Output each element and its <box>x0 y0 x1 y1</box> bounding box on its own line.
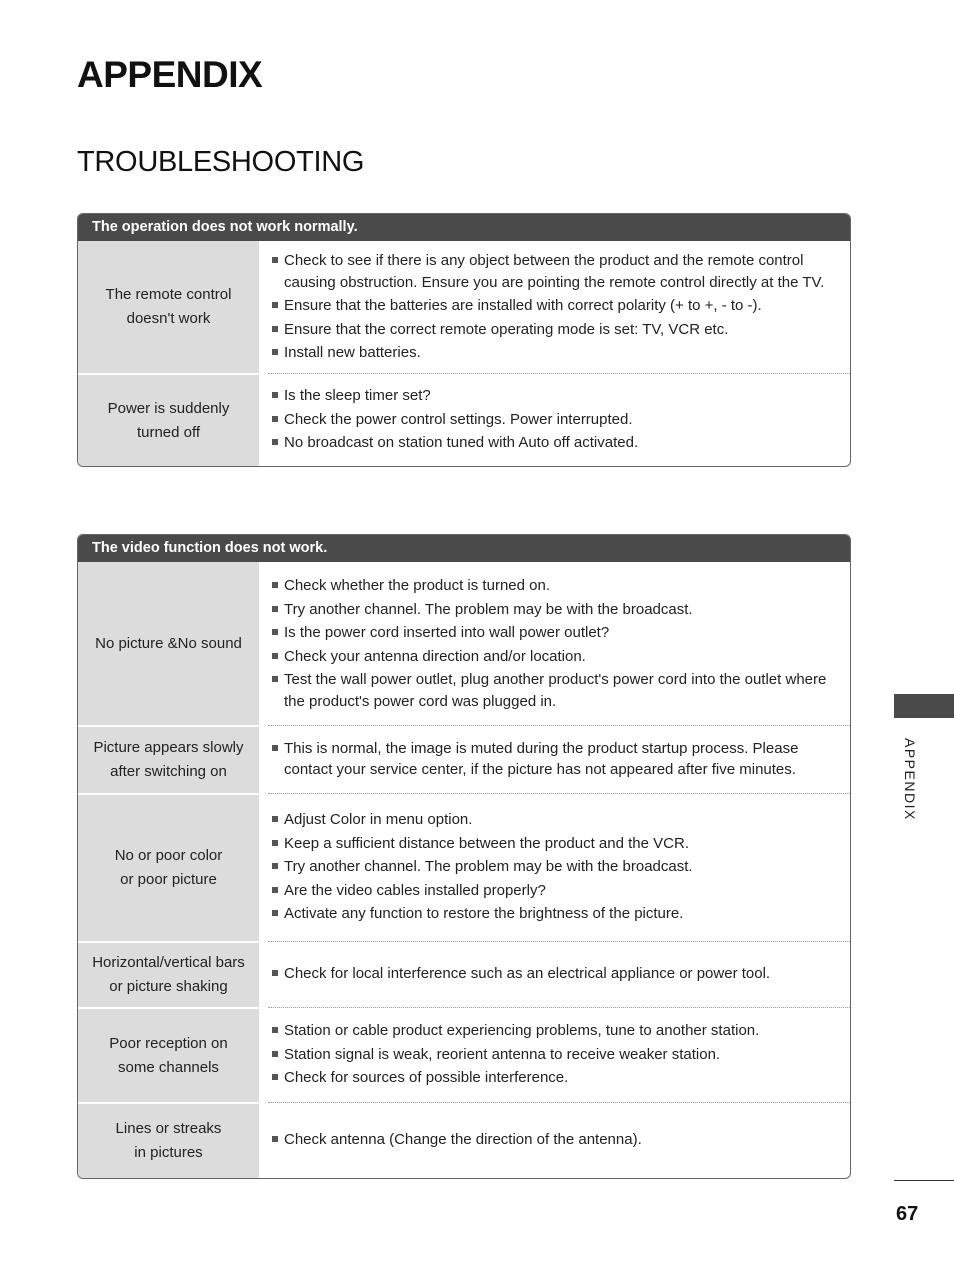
symptom-label: No picture &No sound <box>78 562 259 725</box>
symptom-label: The remote control doesn't work <box>78 241 259 373</box>
list-item: Ensure that the correct remote operating mode is set: TV, VCR etc. <box>271 319 838 341</box>
solution-list <box>259 241 850 373</box>
table-row <box>78 725 850 793</box>
list-item: Check whether the product is turned on. <box>271 575 838 597</box>
symptom-label: Picture appears slowly after switching on <box>78 725 259 793</box>
list-item: This is normal, the image is muted during the product startup process. Please contact your service center, if the picture has not appeared after five minutes. <box>271 738 838 781</box>
solution-list <box>259 725 850 793</box>
list-item: Station or cable product experiencing problems, tune to another station. <box>271 1020 838 1042</box>
section-title: APPENDIX <box>77 54 263 95</box>
list-item: Station signal is weak, reorient antenna to receive weaker station. <box>271 1044 838 1066</box>
troubleshooting-table-video <box>77 534 851 1179</box>
solution-list <box>259 373 850 466</box>
table-header: The operation does not work normally. <box>78 214 850 241</box>
table-row <box>78 941 850 1007</box>
list-item: Activate any function to restore the brightness of the picture. <box>271 903 838 925</box>
symptom-label: Lines or streaks in pictures <box>78 1102 259 1178</box>
solution-list <box>259 562 850 725</box>
list-item: Check antenna (Change the direction of the antenna). <box>271 1129 838 1151</box>
list-item: Keep a sufficient distance between the product and the VCR. <box>271 833 838 855</box>
list-item: Try another channel. The problem may be with the broadcast. <box>271 856 838 878</box>
solution-list <box>259 1007 850 1102</box>
list-item: Check the power control settings. Power interrupted. <box>271 409 838 431</box>
list-item: Are the video cables installed properly? <box>271 880 838 902</box>
symptom-label: Horizontal/vertical bars or picture shaking <box>78 941 259 1007</box>
page-subtitle: TROUBLESHOOTING <box>77 146 365 178</box>
symptom-label: Power is suddenly turned off <box>78 373 259 466</box>
list-item: Test the wall power outlet, plug another product's power cord into the outlet where the product's power cord was plugged in. <box>271 669 838 712</box>
table-row <box>78 1007 850 1102</box>
list-item: No broadcast on station tuned with Auto off activated. <box>271 432 838 454</box>
table-row <box>78 1102 850 1178</box>
list-item: Is the sleep timer set? <box>271 385 838 407</box>
page-number: 67 <box>896 1203 919 1225</box>
table-row <box>78 241 850 373</box>
troubleshooting-table-operation <box>77 213 851 467</box>
list-item: Install new batteries. <box>271 342 838 364</box>
list-item: Check to see if there is any object between the product and the remote control causing obstruction. Ensure you are pointing the remote control directly at the TV. <box>271 250 838 293</box>
list-item: Check for sources of possible interference. <box>271 1067 838 1089</box>
table-header: The video function does not work. <box>78 535 850 562</box>
page-number-rule <box>894 1180 954 1181</box>
list-item: Check for local interference such as an electrical appliance or power tool. <box>271 963 838 985</box>
list-item: Is the power cord inserted into wall power outlet? <box>271 622 838 644</box>
table-row <box>78 793 850 941</box>
solution-list <box>259 793 850 941</box>
solution-list <box>259 1102 850 1178</box>
list-item: Try another channel. The problem may be with the broadcast. <box>271 599 838 621</box>
table-row <box>78 373 850 466</box>
solution-list <box>259 941 850 1007</box>
symptom-label: Poor reception on some channels <box>78 1007 259 1102</box>
section-tab-marker <box>894 694 954 718</box>
list-item: Adjust Color in menu option. <box>271 809 838 831</box>
symptom-label: No or poor color or poor picture <box>78 793 259 941</box>
table-row <box>78 562 850 725</box>
list-item: Check your antenna direction and/or location. <box>271 646 838 668</box>
side-section-label: APPENDIX <box>902 738 918 821</box>
list-item: Ensure that the batteries are installed with correct polarity (+ to +, - to -). <box>271 295 838 317</box>
